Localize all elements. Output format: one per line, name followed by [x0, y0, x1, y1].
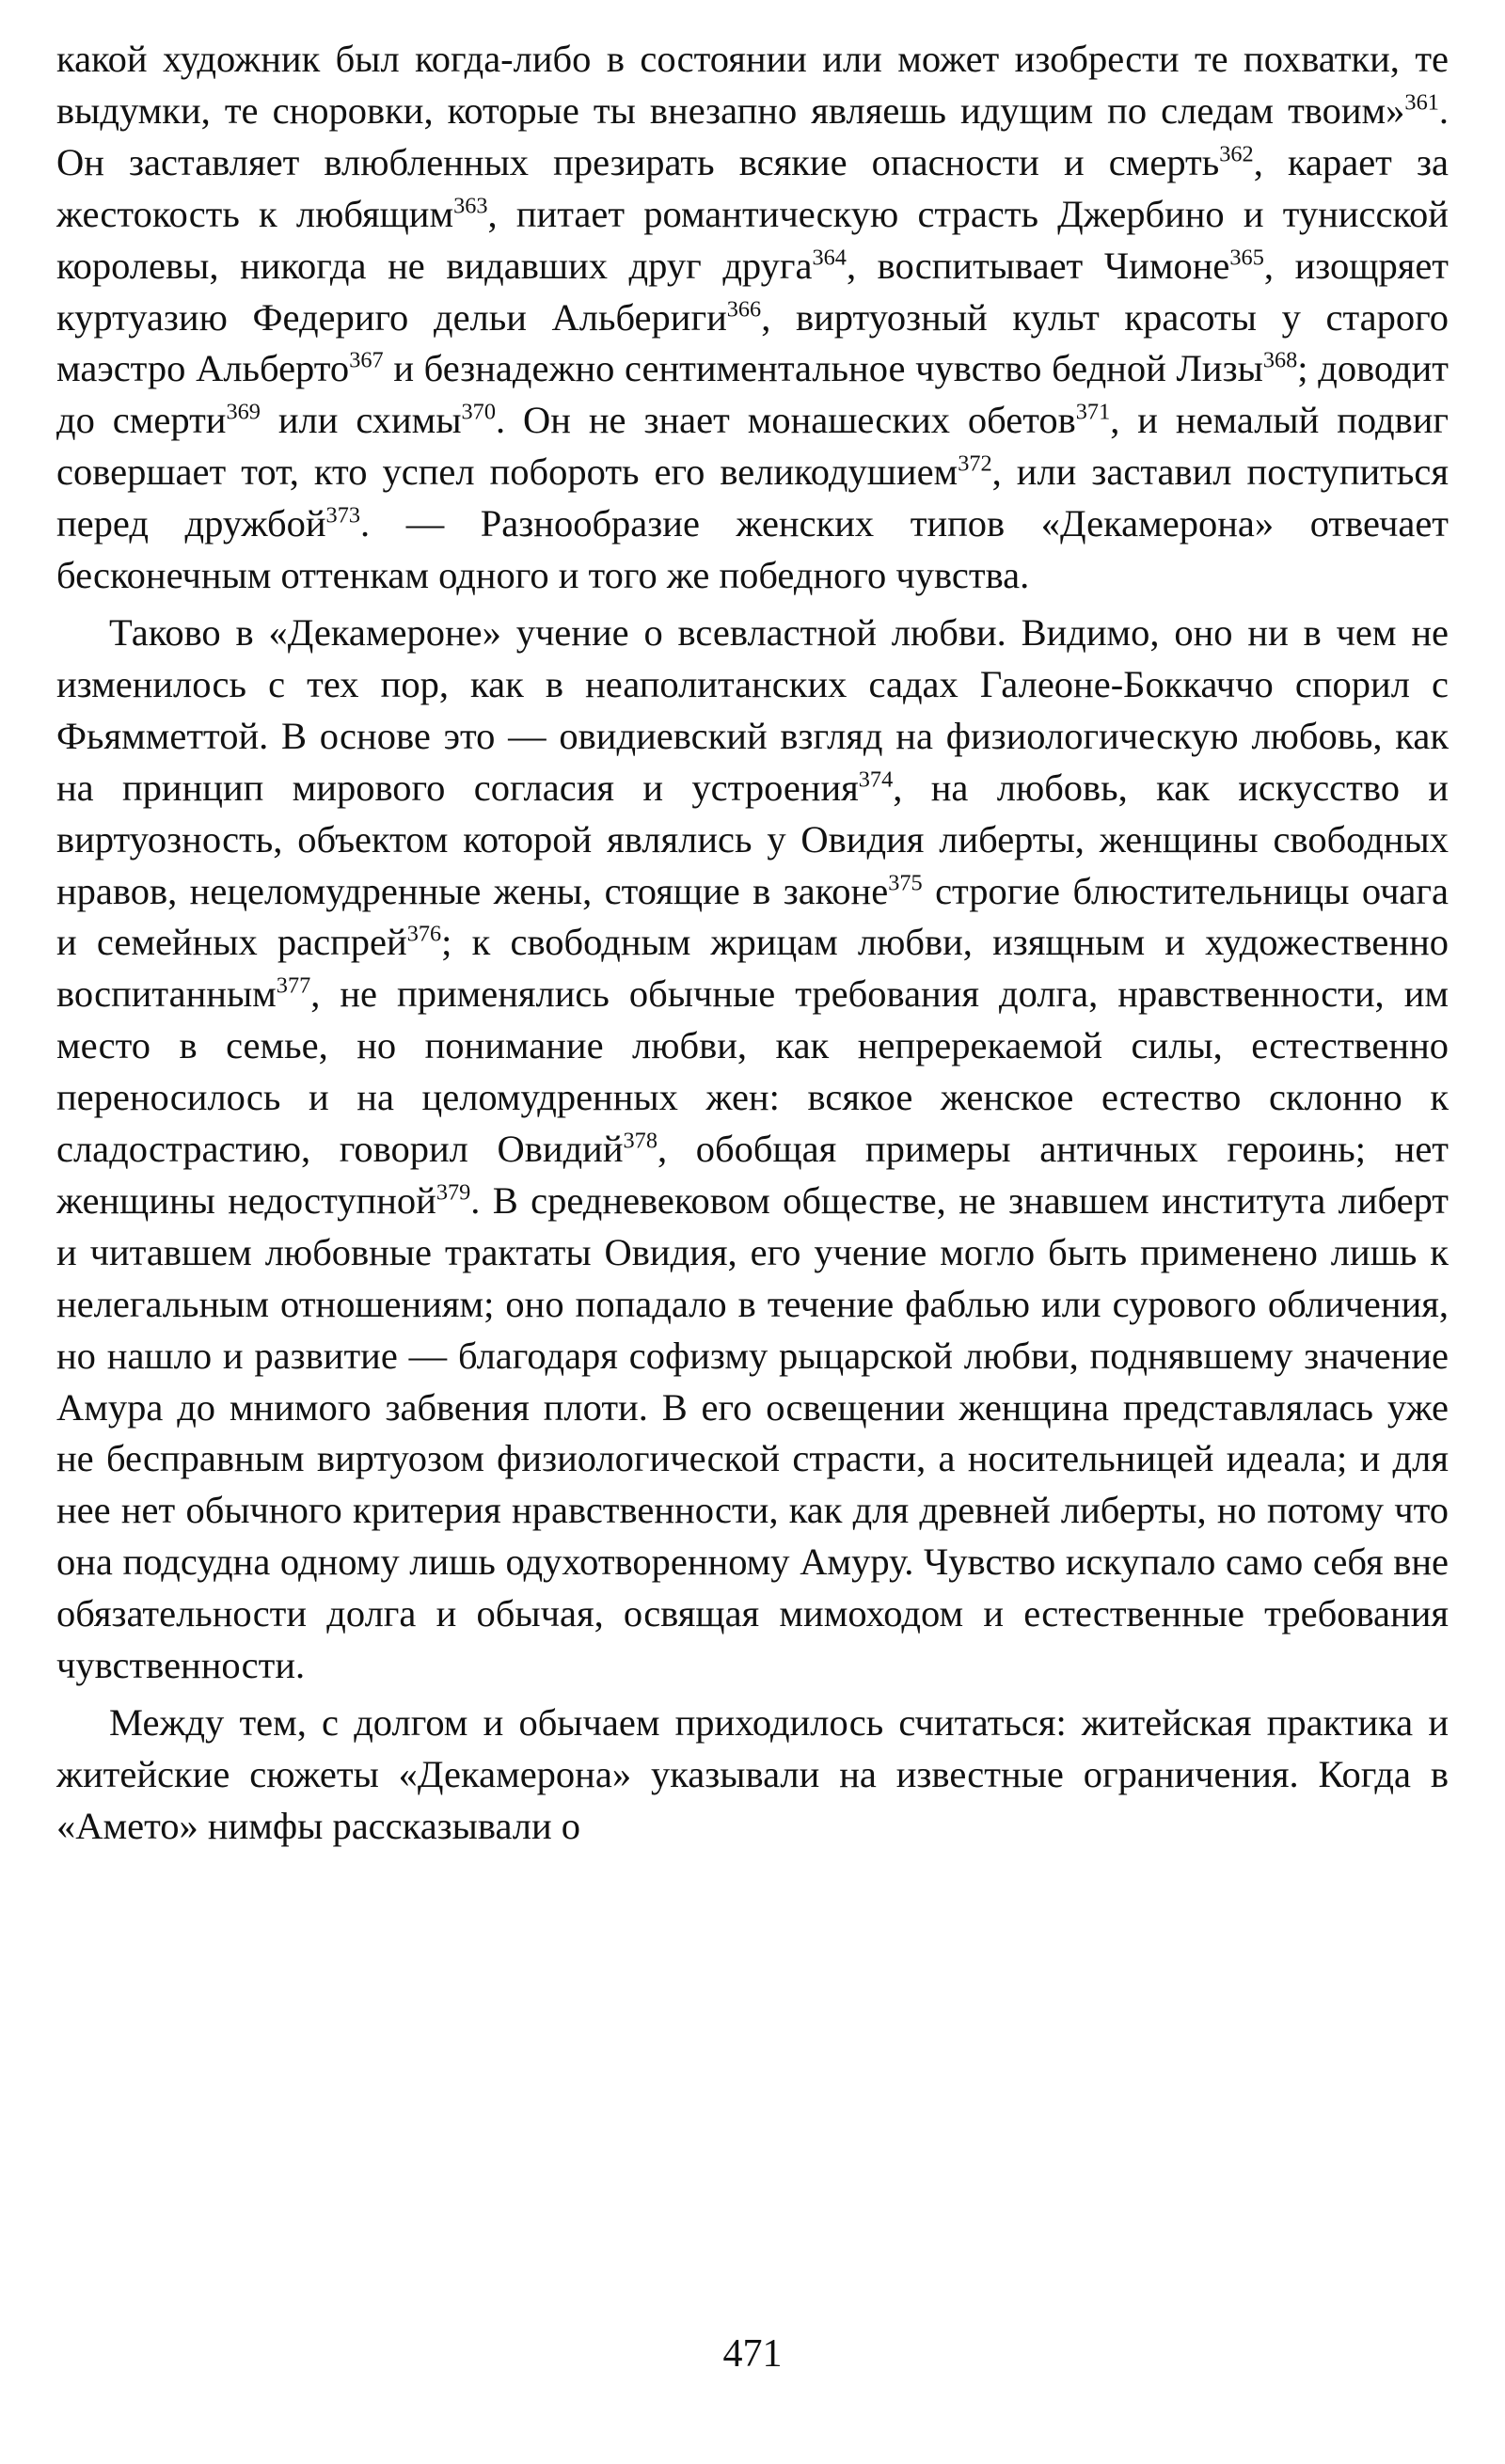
paragraph — [56, 34, 1449, 602]
paragraph-text: , или заставил поступиться перед дружбой — [56, 450, 1449, 545]
paragraph-text: , изощряет куртуазию Федериго дельи Альбериги — [56, 244, 1449, 339]
paragraph-text: , воспитывает Чимоне — [846, 244, 1230, 287]
footnote-reference: 367 — [349, 347, 384, 373]
page-body — [56, 34, 1449, 1853]
footnote-reference: 362 — [1219, 141, 1254, 167]
paragraph-text: ; к свободным жрицам любви, изящным и художественно воспитанным — [56, 921, 1449, 1016]
footnote-reference: 363 — [453, 193, 488, 219]
footnote-reference: 370 — [461, 399, 496, 425]
paragraph-text: . Он заставляет влюбленных презирать всякие опасности и смерть — [56, 88, 1449, 183]
paragraph — [56, 608, 1449, 1692]
footnote-reference: 372 — [958, 450, 992, 477]
footnote-reference: 379 — [436, 1179, 471, 1206]
footnote-reference: 374 — [858, 766, 894, 793]
paragraph-text: , обобщая примеры античных героинь; нет женщины недоступной — [56, 1128, 1449, 1222]
paragraph-text: , карает за жестокость к любящим — [56, 140, 1449, 235]
footnote-reference: 373 — [325, 502, 360, 529]
footnote-reference: 377 — [276, 972, 311, 999]
paragraph-text: , не применялись обычные требования долга, нравственности, им место в семье, но понимание любви, как непререкаемой силы, естественно переносилось и на целомудренных жен: всякое женское естество склонно к сладострастию, говорил Овидий — [56, 972, 1449, 1171]
paragraph-text: , питает романтическую страсть Джербино и тунисской королевы, никогда не видавших друг друга — [56, 192, 1449, 287]
paragraph-text: Между тем, с долгом и обычаем приходилось считаться: житейская практика и житейские сюжеты «Декамерона» указывали на известные ограничения. Когда в «Амето» нимфы рассказывали о — [56, 1701, 1449, 1847]
footnote-reference: 365 — [1229, 245, 1264, 271]
paragraph-text: , на любовь, как искусство и виртуозность, объектом которой являлись у Овидия либерты, женщины свободных нравов, нецеломудренные жены, стоящие в законе — [56, 766, 1449, 912]
footnote-reference: 369 — [226, 399, 261, 425]
footnote-reference: 376 — [406, 921, 442, 947]
paragraph-text: какой художник был когда-либо в состоянии или может изобрести те похватки, те выдумки, те сноровки, которые ты внезапно являешь идущим по следам твоим» — [56, 38, 1449, 132]
paragraph-text: . — Разнообразие женских типов «Декамерона» отвечает бесконечным оттенкам одного и того же победного чувства. — [56, 502, 1449, 597]
page-number: 471 — [722, 2332, 783, 2376]
paragraph-text: Таково в «Декамероне» учение о всевластной любви. Видимо, оно ни в чем не изменилось с тех пор, как в неаполитанских садах Галеоне-Боккаччо спорил с Фьямметтой. В основе это — овидиевский взгляд на физиологическую любовь, как на принцип мирового согласия и устроения — [56, 610, 1449, 809]
paragraph-text: . Он не знает монашеских обетов — [495, 399, 1076, 442]
paragraph-text: строгие блюстительницы очага и семейных распрей — [56, 869, 1449, 964]
paragraph-text: , и немалый подвиг совершает тот, кто успел побороть его великодушием — [56, 399, 1449, 494]
footnote-reference: 375 — [888, 870, 923, 895]
paragraph-text: ; доводит до смерти — [56, 347, 1449, 442]
footnote-reference: 371 — [1075, 399, 1111, 425]
paragraph-text: . В средневековом обществе, не знавшем института либерт и читавшем любовные трактаты Овидия, его учение могло быть применено лишь к нелегальным отношениям; оно попадало в течение фаблью или сурового обличения, но нашло и развитие — благодаря софизму рыцарской любви, поднявшему значение Амура до мнимого забвения плоти. В его освещении женщина представлялась уже не бесправным виртуозом физиологической страсти, а носительницей идеала; и для нее нет обычного критерия нравственности, как для древней либерты, но потому что она подсудна одному лишь одухотворенному Амуру. Чувство искупало само себя вне обязательности долга и обычая, освящая мимоходом и естественные требования чувственности. — [56, 1178, 1449, 1687]
paragraph — [56, 1698, 1449, 1853]
footnote-reference: 368 — [1262, 347, 1298, 373]
paragraph-text: или схимы — [260, 399, 462, 442]
paragraph-text: , виртуозный культ красоты у старого маэстро Альберто — [56, 295, 1449, 390]
paragraph-text: и безнадежно сентиментальное чувство бедной Лизы — [383, 347, 1263, 390]
text-block — [56, 34, 1449, 1853]
footnote-reference: 361 — [1404, 89, 1439, 116]
footnote-reference: 364 — [812, 245, 847, 271]
footnote-reference: 366 — [726, 296, 762, 323]
footnote-reference: 378 — [623, 1128, 657, 1154]
